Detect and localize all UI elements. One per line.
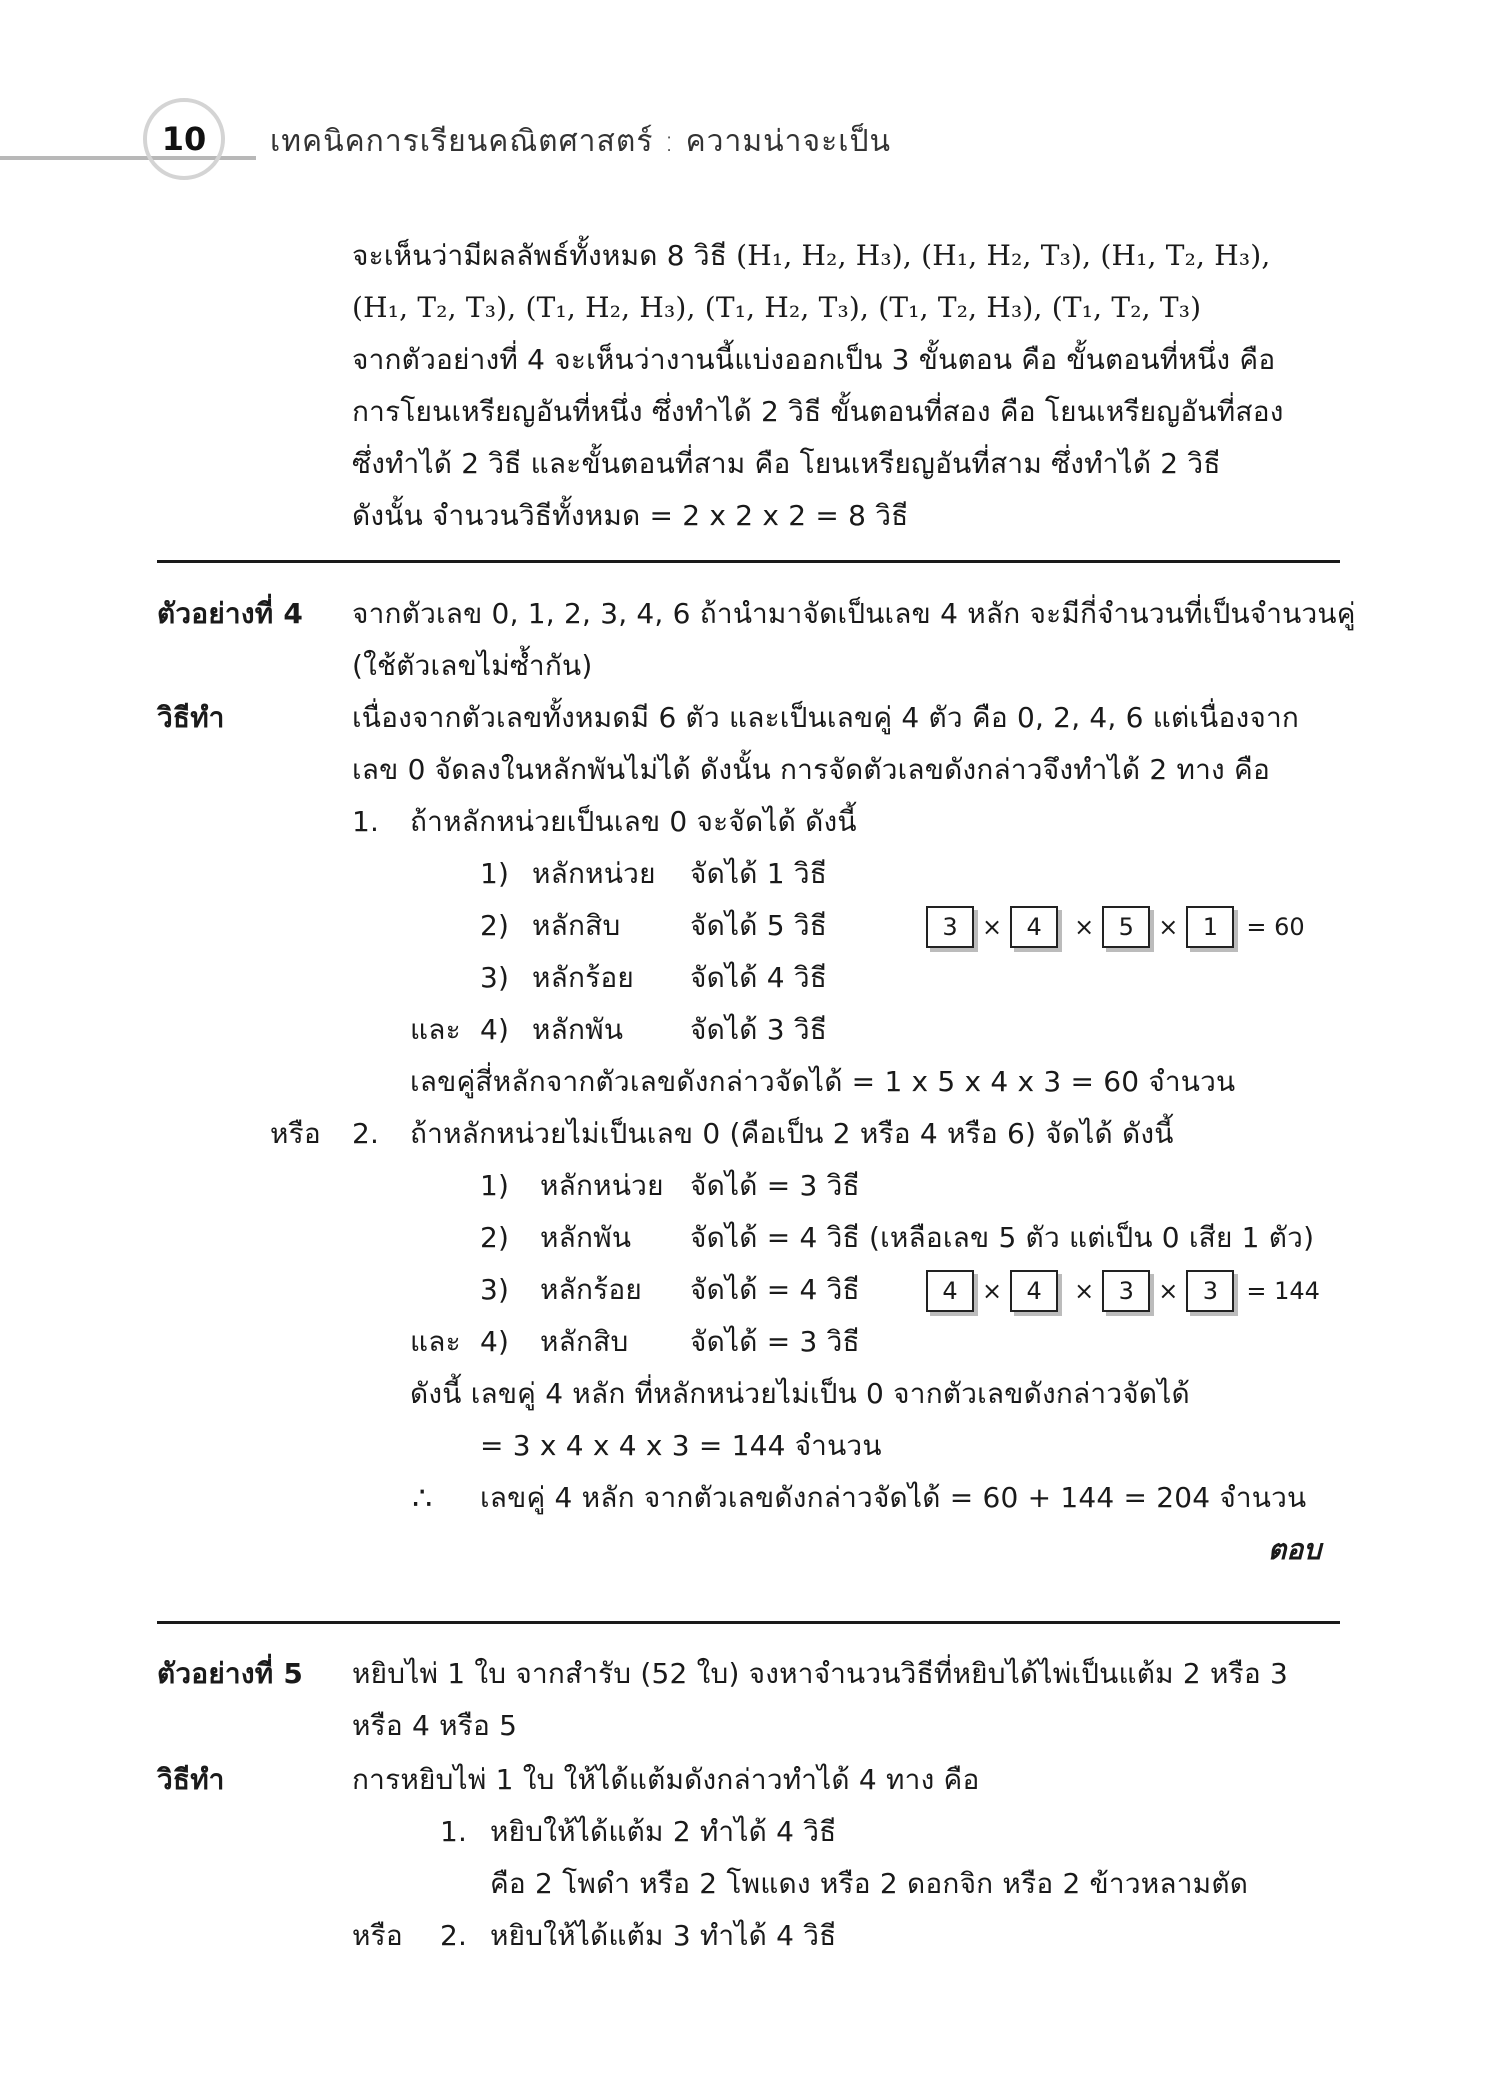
example-5-label: ตัวอย่างที่ 5 — [157, 1657, 304, 1690]
section-divider-1 — [157, 560, 1340, 563]
case-2-step-4-num: 4) — [480, 1325, 510, 1358]
case-1-step-4-place: หลักพัน — [532, 1013, 624, 1046]
example-4-question-line-1: จากตัวเลข 0, 1, 2, 3, 4, 6 ถ้านำมาจัดเป็นเลข 4 หลัก จะมีกี่จำนวนที่เป็นจำนวนคู่ — [352, 597, 1356, 630]
case-2-step-2-place: หลักพัน — [540, 1221, 632, 1254]
case-2-prefix: หรือ — [270, 1117, 321, 1150]
digit-box: 4 — [926, 1270, 974, 1312]
times-sign: × — [1158, 1277, 1179, 1305]
case-1-summary: เลขคู่สี่หลักจากตัวเลขดังกล่าวจัดได้ = 1 x 5 x 4 x 3 = 60 จำนวน — [410, 1065, 1236, 1098]
case-1-step-4-num: 4) — [480, 1013, 510, 1046]
case-1-step-3-count: จัดได้ 4 วิธี — [690, 961, 828, 994]
case-2-summary-line-1: ดังนี้ เลขคู่ 4 หลัก ที่หลักหน่วยไม่เป็น 0 จากตัวเลขดังกล่าวจัดได้ — [410, 1377, 1190, 1410]
case-2-step-1-count: จัดได้ = 3 วิธี — [690, 1169, 860, 1202]
intro-line-4: การโยนเหรียญอันที่หนึ่ง ซึ่งทำได้ 2 วิธี ขั้นตอนที่สอง คือ โยนเหรียญอันที่สอง — [352, 395, 1284, 428]
case-2-step-3-count: จัดได้ = 4 วิธี — [690, 1273, 860, 1306]
digit-box: 4 — [1010, 906, 1058, 948]
example-5-solution-line-1: การหยิบไพ่ 1 ใบ ให้ได้แต้มดังกล่าวทำได้ 4 ทาง คือ — [352, 1763, 980, 1796]
digit-box: 5 — [1102, 906, 1150, 948]
case-1-step-2-num: 2) — [480, 909, 510, 942]
case-2-title: ถ้าหลักหน่วยไม่เป็นเลข 0 (คือเป็น 2 หรือ 4 หรือ 6) จัดได้ ดังนี้ — [410, 1117, 1174, 1150]
times-sign: × — [982, 1277, 1003, 1305]
answer-label: ตอบ — [1268, 1533, 1322, 1566]
case-2-step-3-place: หลักร้อย — [540, 1273, 643, 1306]
example-5-question-line-2: หรือ 4 หรือ 5 — [352, 1709, 518, 1742]
example-5-question-line-1: หยิบไพ่ 1 ใบ จากสำรับ (52 ใบ) จงหาจำนวนวิธีที่หยิบได้ไพ่เป็นแต้ม 2 หรือ 3 — [352, 1657, 1288, 1690]
case-1-step-1-count: จัดได้ 1 วิธี — [690, 857, 828, 890]
case-1-step-1-num: 1) — [480, 857, 510, 890]
intro-line-3: จากตัวอย่างที่ 4 จะเห็นว่างานนี้แบ่งออกเป็น 3 ขั้นตอน คือ ขั้นตอนที่หนึ่ง คือ — [352, 343, 1276, 376]
case-2-step-4-count: จัดได้ = 3 วิธี — [690, 1325, 860, 1358]
example-5-item-2-text: หยิบให้ได้แต้ม 3 ทำได้ 4 วิธี — [490, 1919, 837, 1952]
case-1-step-2-place: หลักสิบ — [532, 909, 621, 942]
example-5-item-1-text: หยิบให้ได้แต้ม 2 ทำได้ 4 วิธี — [490, 1815, 837, 1848]
example-4-solution-line-1: เนื่องจากตัวเลขทั้งหมดมี 6 ตัว และเป็นเลขคู่ 4 ตัว คือ 0, 2, 4, 6 แต่เนื่องจาก — [352, 701, 1300, 734]
example-5-item-1-number: 1. — [440, 1815, 468, 1848]
case-1-step-1-place: หลักหน่วย — [532, 857, 656, 890]
times-sign: × — [1158, 913, 1179, 941]
case-2-step-3-num: 3) — [480, 1273, 510, 1306]
case-1-title: ถ้าหลักหน่วยเป็นเลข 0 จะจัดได้ ดังนี้ — [410, 805, 857, 838]
example-4-label: ตัวอย่างที่ 4 — [157, 597, 304, 630]
example-5-solution-label: วิธีทำ — [157, 1763, 225, 1796]
case-1-box-product — [926, 906, 1305, 948]
page-number: 10 — [161, 120, 207, 158]
case-2-summary-line-2: = 3 x 4 x 4 x 3 = 144 จำนวน — [480, 1429, 882, 1462]
case-1-step-2-count: จัดได้ 5 วิธี — [690, 909, 828, 942]
digit-box: 3 — [1102, 1270, 1150, 1312]
example-5-item-2-prefix: หรือ — [352, 1919, 403, 1952]
case-2-step-4-prefix: และ — [410, 1325, 461, 1358]
case-1-step-3-place: หลักร้อย — [532, 961, 635, 994]
digit-box: 3 — [926, 906, 974, 948]
product-result: = 144 — [1246, 1277, 1320, 1305]
digit-box: 1 — [1186, 906, 1234, 948]
outcomes-line-2: (H₁, T₂, T₃), (T₁, H₂, H₃), (T₁, H₂, T₃), (T₁, T₂, H₃), (T₁, T₂, T₃) — [352, 291, 1202, 324]
intro-line-6: ดังนั้น จำนวนวิธีทั้งหมด = 2 x 2 x 2 = 8 วิธี — [352, 499, 909, 532]
case-1-step-4-prefix: และ — [410, 1013, 461, 1046]
case-2-step-2-num: 2) — [480, 1221, 510, 1254]
case-1-number: 1. — [352, 805, 380, 838]
case-1-step-3-num: 3) — [480, 961, 510, 994]
example-4-solution-label: วิธีทำ — [157, 701, 225, 734]
example-5-item-2-number: 2. — [440, 1919, 468, 1952]
example-4-solution-line-2: เลข 0 จัดลงในหลักพันไม่ได้ ดังนั้น การจัดตัวเลขดังกล่าวจึงทำได้ 2 ทาง คือ — [352, 753, 1270, 786]
outcomes-line-1: (H₁, H₂, H₃), (H₁, H₂, T₃), (H₁, T₂, H₃), — [736, 239, 1271, 272]
digit-box: 4 — [1010, 1270, 1058, 1312]
case-1-step-4-count: จัดได้ 3 วิธี — [690, 1013, 828, 1046]
section-divider-2 — [157, 1621, 1340, 1624]
case-2-step-2-count: จัดได้ = 4 วิธี (เหลือเลข 5 ตัว แต่เป็น 0 เสีย 1 ตัว) — [690, 1221, 1315, 1254]
running-header-title: เทคนิคการเรียนคณิตศาสตร์ : ความน่าจะเป็น — [270, 124, 891, 159]
times-sign: × — [1074, 1277, 1095, 1305]
times-sign: × — [1074, 913, 1095, 941]
intro-line-1 — [352, 238, 1271, 274]
example-4-question-line-2: (ใช้ตัวเลขไม่ซ้ำกัน) — [352, 649, 593, 682]
case-2-box-product — [926, 1270, 1320, 1312]
intro-line-1-text: จะเห็นว่ามีผลลัพธ์ทั้งหมด 8 วิธี — [352, 239, 728, 272]
example-5-item-1-detail: คือ 2 โพดำ หรือ 2 โพแดง หรือ 2 ดอกจิก หรือ 2 ข้าวหลามตัด — [490, 1867, 1249, 1900]
digit-box: 3 — [1186, 1270, 1234, 1312]
therefore-symbol: ∴ — [412, 1479, 433, 1517]
example-4-conclusion: เลขคู่ 4 หลัก จากตัวเลขดังกล่าวจัดได้ = 60 + 144 = 204 จำนวน — [480, 1481, 1307, 1514]
case-2-step-4-place: หลักสิบ — [540, 1325, 629, 1358]
intro-line-5: ซึ่งทำได้ 2 วิธี และขั้นตอนที่สาม คือ โยนเหรียญอันที่สาม ซึ่งทำได้ 2 วิธี — [352, 447, 1221, 480]
case-2-step-1-num: 1) — [480, 1169, 510, 1202]
case-2-step-1-place: หลักหน่วย — [540, 1169, 664, 1202]
case-2-number: 2. — [352, 1117, 380, 1150]
product-result: = 60 — [1246, 913, 1305, 941]
times-sign: × — [982, 913, 1003, 941]
